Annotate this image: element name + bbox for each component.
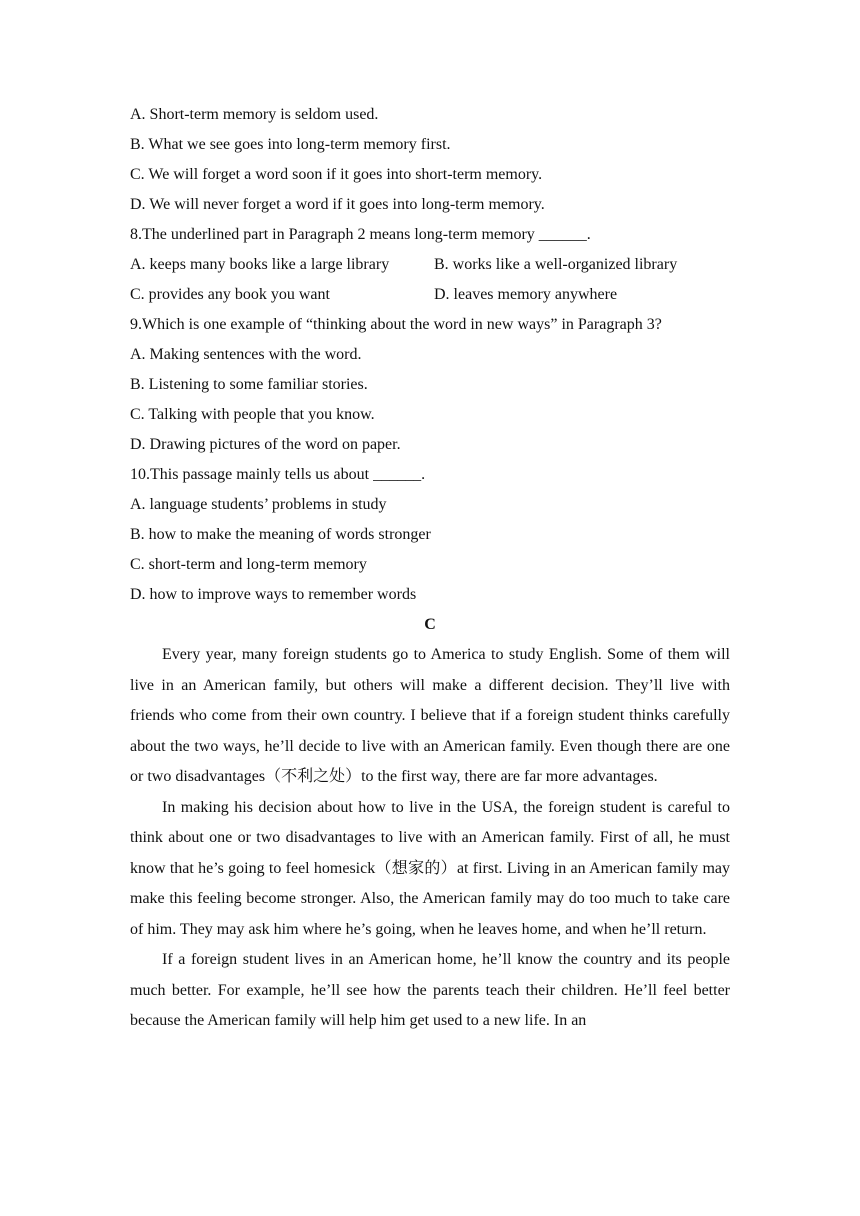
q7-option-d: D. We will never forget a word if it goes into long-term memory. (130, 196, 545, 213)
passage-paragraph-2: In making his decision about how to live in the USA, the foreign student is careful to think about one or two disadvantages to live with an American family. First of all, he must know that he’s going to feel homesick（想家的）at first. Living in an American family may make this feeling become stronger. Also, the American family may do too much to take care of him. They may ask him where he’s going, when he leaves home, and when he’ll return. (130, 798, 730, 938)
q8-option-a: A. keeps many books like a large library (130, 256, 390, 273)
q9-option-b: B. Listening to some familiar stories. (130, 376, 368, 393)
q7-option-b: B. What we see goes into long-term memory first. (130, 136, 451, 153)
q8-options-row-1 (130, 250, 730, 280)
q9-stem: 9.Which is one example of “thinking about the word in new ways” in Paragraph 3? (130, 316, 662, 333)
q7-option-a: A. Short-term memory is seldom used. (130, 106, 379, 123)
exam-page (130, 100, 730, 1037)
passage-paragraph-1: Every year, many foreign students go to America to study English. Some of them will live in an American family, but others will make a different decision. They’ll live with friends who come from their own country. I believe that if a foreign student thinks carefully about the two ways, he’ll decide to live with an American family. Even though there are one or two disadvantages（不利之处）to the first way, there are far more advantages. (130, 646, 730, 785)
passage-paragraph-3: If a foreign student lives in an American home, he’ll know the country and its people much better. For example, he’ll see how the parents teach their children. He’ll feel better because the American family will help him get used to a new life. In an (130, 951, 730, 1029)
q10-option-a: A. language students’ problems in study (130, 496, 387, 513)
q10-option-d: D. how to improve ways to remember words (130, 586, 417, 603)
q10-option-c: C. short-term and long-term memory (130, 556, 367, 573)
q9-option-a: A. Making sentences with the word. (130, 346, 362, 363)
q8-options-row-2 (130, 280, 730, 310)
q8-option-c: C. provides any book you want (130, 286, 330, 303)
q10-stem: 10.This passage mainly tells us about ______. (130, 466, 426, 483)
q8-option-b: B. works like a well-organized library (434, 256, 678, 273)
q8-option-d: D. leaves memory anywhere (434, 286, 618, 303)
q7-option-c: C. We will forget a word soon if it goes into short-term memory. (130, 166, 543, 183)
q9-option-d: D. Drawing pictures of the word on paper. (130, 436, 401, 453)
section-heading: C (424, 616, 436, 633)
q8-stem: 8.The underlined part in Paragraph 2 means long-term memory ______. (130, 226, 591, 243)
q10-option-b: B. how to make the meaning of words stronger (130, 526, 431, 543)
q9-option-c: C. Talking with people that you know. (130, 406, 375, 423)
